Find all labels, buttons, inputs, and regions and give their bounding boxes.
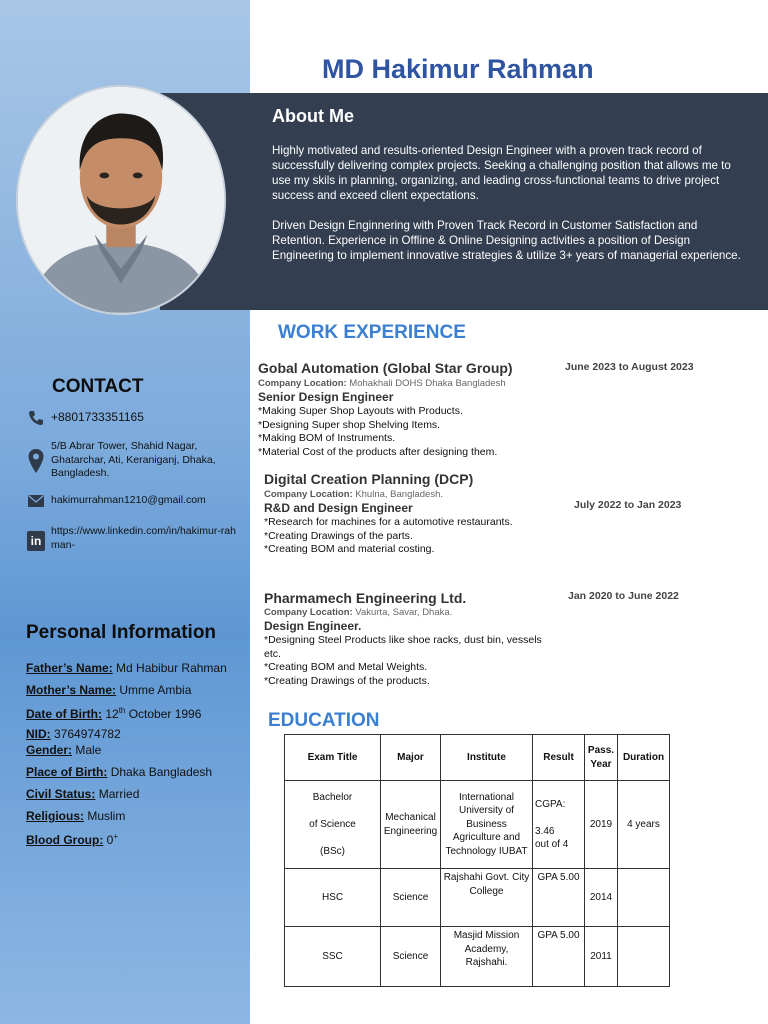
cell-year: 2019	[585, 781, 618, 869]
job-2-date: July 2022 to Jan 2023	[574, 499, 682, 511]
pi-blood-sup: +	[113, 832, 119, 841]
location-pin-icon	[27, 448, 45, 474]
pi-gender-label: Gender:	[26, 743, 73, 757]
job-3-company: Pharmamech Engineering Ltd.	[264, 590, 467, 606]
job-2-company: Digital Creation Planning (DCP)	[264, 471, 474, 487]
pi-nid-label: NID:	[26, 727, 51, 741]
linkedin-icon: in	[27, 531, 45, 551]
pi-dob-sup: th	[118, 706, 126, 715]
contact-address: 5/B Abrar Tower, Shahid Nagar, Ghatarchar, Ati, Keraniganj, Dhaka, Bangladesh.	[51, 440, 216, 479]
pi-birthplace-value: Dhaka Bangladesh	[107, 765, 213, 779]
pi-gender	[26, 743, 101, 757]
cell-major-line-1: Mechanical	[385, 812, 436, 823]
cell-duration	[618, 927, 670, 987]
pi-nid-value: 3764974782	[50, 727, 121, 741]
cell-exam: SSC	[285, 927, 381, 987]
pi-mother-label: Mother’s Name:	[26, 683, 117, 697]
cell-exam	[285, 781, 381, 869]
cell-duration: 4 years	[618, 781, 670, 869]
about-paragraph-1: Highly motivated and results-oriented Design Engineer with a proven track record of successfully delivering complex projects. Seeking a challenging position that allows me to use my skils in planning, organizing, and leading cross-functional teams to drive project success and exceed client expectations.	[272, 144, 731, 202]
contact-heading: CONTACT	[52, 376, 144, 397]
pi-dob-day: 12	[102, 707, 119, 721]
education-table	[284, 734, 670, 987]
job-2-location	[264, 489, 443, 500]
header-year: Year	[590, 758, 612, 770]
pi-father-label: Father’s Name:	[26, 661, 113, 675]
pi-blood-value: 0	[103, 833, 114, 847]
pi-mother	[26, 683, 191, 697]
job-3-bullets	[264, 634, 544, 688]
profile-photo	[16, 85, 226, 315]
cell-result: GPA 5.00	[533, 927, 585, 987]
cell-major-line-2: Engineering	[383, 825, 438, 837]
cell-result-line-1: CGPA:	[535, 798, 566, 810]
work-experience-heading: WORK EXPERIENCE	[278, 322, 466, 343]
job-3-bullet: *Creating Drawings of the products.	[264, 674, 430, 687]
job-1-bullet: *Material Cost of the products after designing them.	[258, 445, 498, 458]
job-2-bullet: *Creating BOM and material costing.	[264, 543, 435, 555]
job-3-location-value: Vakurta, Savar, Dhaka.	[352, 607, 453, 618]
job-2-bullets	[264, 516, 564, 557]
personal-info-heading: Personal Information	[26, 622, 217, 643]
cell-major	[381, 781, 441, 869]
email-icon	[27, 494, 45, 508]
cell-year: 2011	[585, 927, 618, 987]
about-heading: About Me	[272, 106, 354, 126]
page-title: MD Hakimur Rahman	[322, 54, 594, 84]
job-1-bullet: *Designing Super shop Shelving Items.	[258, 418, 441, 431]
header-result: Result	[533, 735, 585, 781]
pi-religion	[26, 809, 125, 823]
table-row	[285, 927, 670, 987]
pi-dob-rest: October 1996	[125, 707, 202, 721]
cell-duration	[618, 869, 670, 927]
pi-gender-value: Male	[72, 743, 102, 757]
education-heading: EDUCATION	[268, 710, 380, 731]
cell-exam-line-1: Bachelor	[312, 791, 353, 803]
pi-dob	[26, 706, 201, 721]
job-2-role: R&D and Design Engineer	[264, 501, 413, 515]
job-1-location	[258, 378, 506, 389]
table-row	[285, 869, 670, 927]
cell-major: Science	[381, 869, 441, 927]
header-pass: Pass.	[587, 745, 615, 756]
job-1-bullet: *Making BOM of Instruments.	[258, 432, 396, 444]
cell-exam-line-3: (BSc)	[320, 845, 345, 857]
cell-result-line-2: 3.46	[535, 825, 555, 837]
contact-email: hakimurrahman1210@gmail.com	[51, 494, 206, 506]
pi-birthplace	[26, 765, 212, 779]
contact-phone: +8801733351165	[51, 410, 144, 424]
pi-religion-label: Religious:	[26, 809, 85, 823]
header-major: Major	[381, 735, 441, 781]
job-3-location	[264, 607, 452, 618]
job-2-location-value: Khulna, Bangladesh.	[352, 489, 443, 500]
job-2-bullet: *Research for machines for a automotive restaurants.	[264, 516, 513, 528]
job-1-date: June 2023 to August 2023	[565, 361, 694, 373]
job-1-location-label: Company Location:	[258, 378, 347, 389]
pi-religion-value: Muslim	[84, 809, 126, 823]
header-institute: Institute	[441, 735, 533, 781]
cell-year: 2014	[585, 869, 618, 927]
cell-institute: Rajshahi Govt. City College	[441, 869, 533, 927]
cell-result: GPA 5.00	[533, 869, 585, 927]
pi-mother-value: Umme Ambia	[116, 683, 192, 697]
cell-result	[533, 781, 585, 869]
header-exam: Exam Title	[285, 735, 381, 781]
cell-institute: Masjid Mission Academy, Rajshahi.	[441, 927, 533, 987]
pi-dob-label: Date of Birth:	[26, 707, 102, 721]
job-1-bullets	[258, 405, 558, 459]
cell-result-line-3: out of 4	[535, 839, 569, 850]
about-paragraph-2: Driven Design Enginnering with Proven Track Record in Customer Satisfaction and Retention. Experience in Offline & Online Designing activities a position of Design Engineering to implement innovative strategies & utilize 3+ years of managerial experience.	[272, 219, 741, 262]
job-2-bullet: *Creating Drawings of the parts.	[264, 529, 413, 542]
pi-father-value: Md Habibur Rahman	[112, 661, 227, 675]
pi-civil-value: Married	[95, 787, 140, 801]
table-header-row	[285, 735, 670, 781]
contact-linkedin[interactable]: https://www.linkedin.com/in/hakimur-rahman-	[51, 525, 236, 551]
job-3-location-label: Company Location:	[264, 607, 353, 618]
phone-icon	[27, 409, 45, 427]
job-3-date: Jan 2020 to June 2022	[568, 590, 679, 602]
job-1-bullet: *Making Super Shop Layouts with Products.	[258, 405, 463, 417]
cell-exam: HSC	[285, 869, 381, 927]
job-1-role: Senior Design Engineer	[258, 390, 394, 404]
job-2-location-label: Company Location:	[264, 489, 353, 500]
job-3-bullet: *Creating BOM and Metal Weights.	[264, 661, 428, 673]
job-1-company: Gobal Automation (Global Star Group)	[258, 360, 513, 376]
table-row	[285, 781, 670, 869]
cell-major: Science	[381, 927, 441, 987]
profile-portrait	[18, 87, 224, 313]
job-3-bullet: *Designing Steel Products like shoe racks, dust bin, vessels etc.	[264, 634, 542, 660]
header-pass-year	[585, 735, 618, 781]
pi-blood	[26, 832, 118, 847]
job-3-role: Design Engineer.	[264, 619, 362, 633]
header-duration: Duration	[618, 735, 670, 781]
pi-birthplace-label: Place of Birth:	[26, 765, 108, 779]
pi-civil	[26, 787, 139, 801]
pi-civil-label: Civil Status:	[26, 787, 96, 801]
pi-nid	[26, 727, 121, 741]
cell-institute: International University of Business Agriculture and Technology IUBAT	[441, 781, 533, 869]
cell-exam-line-2: of Science	[309, 818, 356, 830]
job-1-location-value: Mohakhali DOHS Dhaka Bangladesh	[346, 378, 506, 389]
pi-father	[26, 661, 227, 675]
pi-blood-label: Blood Group:	[26, 833, 104, 847]
